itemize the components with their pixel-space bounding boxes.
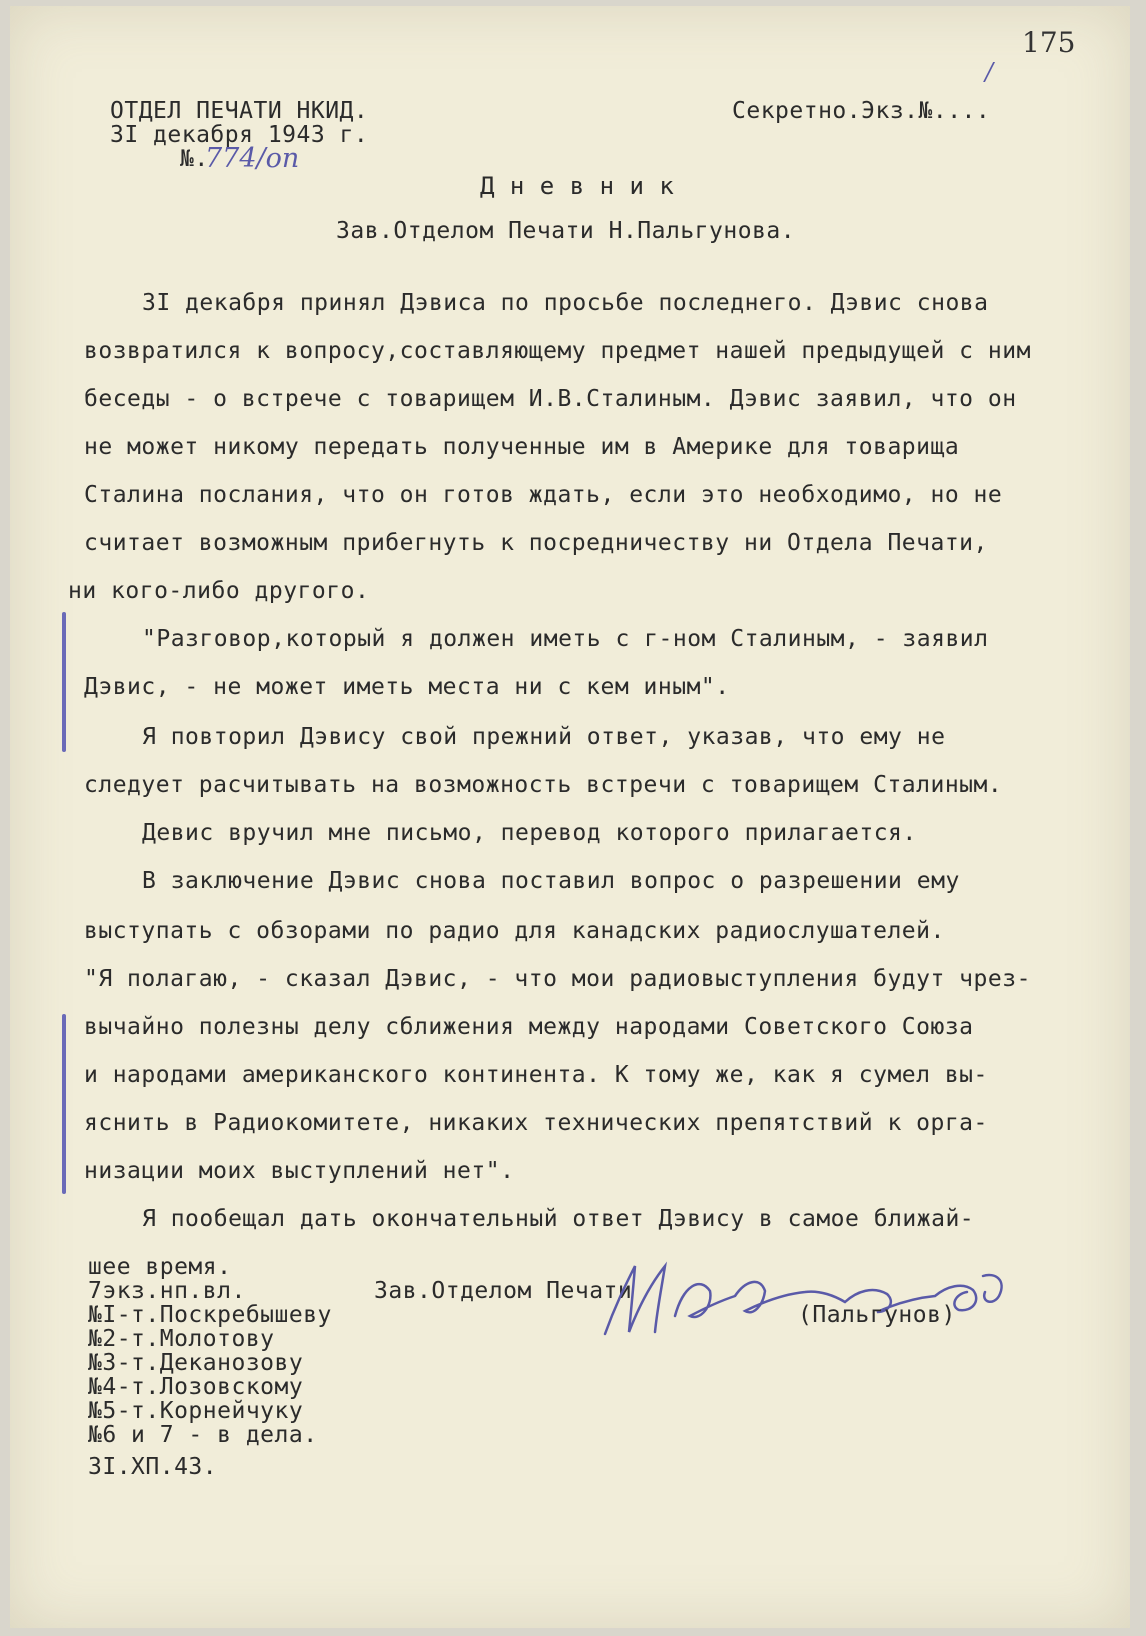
distribution-item: №5-т.Корнейчуку bbox=[88, 1398, 304, 1424]
margin-bracket bbox=[62, 1014, 66, 1194]
header-secret: Секретно.Экз.№.... bbox=[732, 98, 991, 124]
archive-mark: / bbox=[985, 58, 994, 86]
body-line: яснить в Радиокомитете, никаких технических препятствий к орга- bbox=[84, 1110, 988, 1136]
distribution-date: 3I.XП.43. bbox=[88, 1454, 218, 1480]
document-title: Д н е в н и к bbox=[480, 172, 675, 200]
distribution-item: №4-т.Лозовскому bbox=[88, 1374, 304, 1400]
body-line: беседы - о встрече с товарищем И.В.Сталиным. Дэвис заявил, что он bbox=[84, 386, 1017, 412]
header-number-prefix: №. bbox=[180, 146, 209, 172]
body-line: выступать с обзорами по радио для канадских радиослушателей. bbox=[84, 918, 945, 944]
distribution-item: 7экз.нп.вл. bbox=[88, 1278, 246, 1304]
distribution-item: №3-т.Деканозову bbox=[88, 1350, 304, 1376]
body-line: считает возможным прибегнуть к посредничеству ни Отдела Печати, bbox=[84, 530, 988, 556]
body-line: Девис вручил мне письмо, перевод которого прилагается. bbox=[142, 820, 917, 846]
closing-line: шее время. bbox=[88, 1254, 232, 1280]
header-date: 3I декабря 1943 г. bbox=[110, 122, 369, 148]
body-line: Я пообещал дать окончательный ответ Дэвису в самое ближай- bbox=[142, 1206, 975, 1232]
body-line: Сталина послания, что он готов ждать, если это необходимо, но не bbox=[84, 482, 1003, 508]
body-line: 3I декабря принял Дэвиса по просьбе последнего. Дэвис снова bbox=[142, 290, 989, 316]
signature-position: Зав.Отделом Печати bbox=[374, 1278, 633, 1304]
header-number-handwritten: 774/оп bbox=[205, 143, 300, 174]
body-line: следует расчитывать на возможность встречи с товарищем Сталиным. bbox=[84, 772, 1003, 798]
body-line: ни кого-либо другого. bbox=[68, 578, 370, 604]
header-org: ОТДЕЛ ПЕЧАТИ НКИД. bbox=[110, 98, 369, 124]
body-line: Дэвис, - не может иметь места ни с кем иным". bbox=[84, 674, 730, 700]
body-line: возвратился к вопросу,составляющему предмет нашей предыдущей с ним bbox=[84, 338, 1031, 364]
distribution-item: №I-т.Поскребышеву bbox=[88, 1302, 332, 1328]
document-subtitle: Зав.Отделом Печати Н.Пальгунова. bbox=[336, 218, 796, 244]
body-line: "Я полагаю, - сказал Дэвис, - что мои радиовыступления будут чрез- bbox=[84, 966, 1031, 992]
margin-bracket bbox=[62, 612, 66, 752]
body-line: вычайно полезны делу сближения между народами Советского Союза bbox=[84, 1014, 974, 1040]
body-line: не может никому передать полученные им в Америке для товарища bbox=[84, 434, 960, 460]
body-line: "Разговор,который я должен иметь с г-ном Сталиным, - заявил bbox=[142, 626, 989, 652]
body-line: и народами американского континента. К тому же, как я сумел вы- bbox=[84, 1062, 988, 1088]
archive-number: 175 bbox=[1022, 26, 1076, 59]
distribution-item: №2-т.Молотову bbox=[88, 1326, 275, 1352]
body-line: низации моих выступлений нет". bbox=[84, 1158, 515, 1184]
body-line: В заключение Дэвис снова поставил вопрос о разрешении ему bbox=[142, 868, 960, 894]
document-page bbox=[10, 6, 1130, 1628]
handwritten-signature bbox=[595, 1246, 1015, 1346]
distribution-item: №6 и 7 - в дела. bbox=[88, 1422, 318, 1448]
body-line: Я повторил Дэвису свой прежний ответ, указав, что ему не bbox=[142, 724, 946, 750]
signature-name: (Пальгунов) bbox=[798, 1302, 956, 1328]
